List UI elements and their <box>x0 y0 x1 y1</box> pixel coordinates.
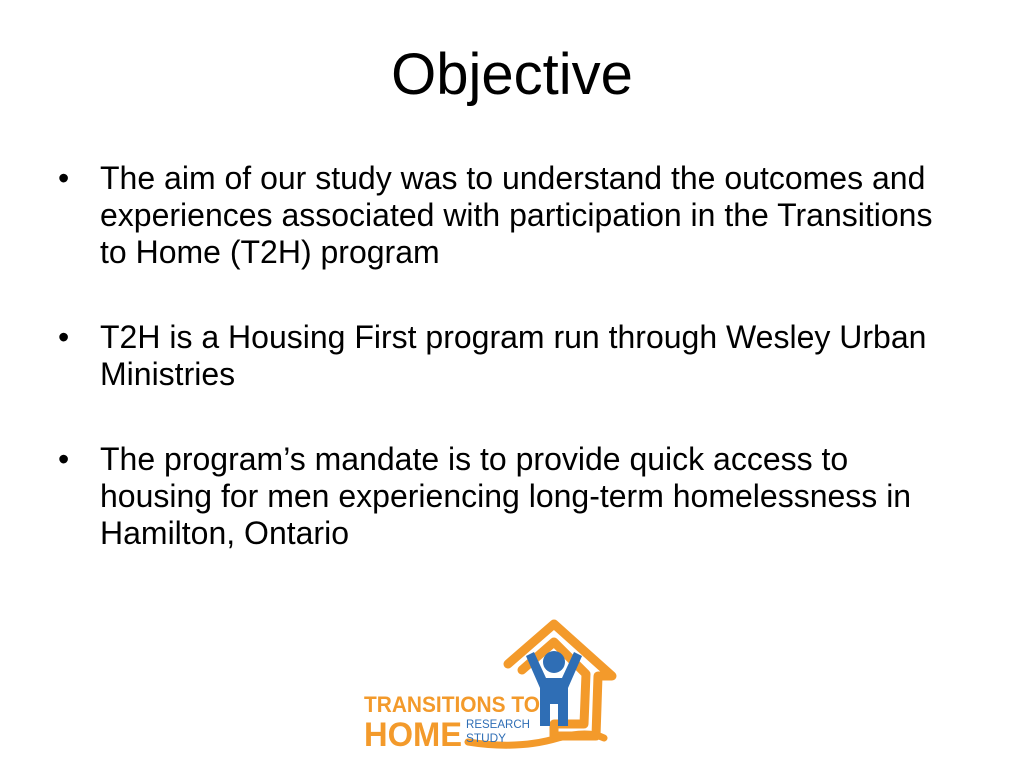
transitions-to-home-logo <box>358 618 622 758</box>
bullet-marker: • <box>58 160 70 196</box>
bullet-list <box>58 160 958 600</box>
bullet-item <box>58 319 958 393</box>
bullet-text: The program’s mandate is to provide quick access to housing for men experiencing long-term homelessness in Hamilton, Ontario <box>100 441 912 551</box>
logo-line-transitions-to: TRANSITIONS TO <box>364 692 540 717</box>
slide-title: Objective <box>391 42 633 107</box>
logo-line-home: HOME <box>364 716 462 754</box>
bullet-marker: • <box>58 319 70 355</box>
bullet-item <box>58 441 958 552</box>
logo-line-research: RESEARCH <box>466 717 530 731</box>
bullet-text: T2H is a Housing First program run through Wesley Urban Ministries <box>100 319 927 392</box>
bullet-item <box>58 160 958 271</box>
bullet-marker: • <box>58 441 70 477</box>
logo-line-study: STUDY <box>466 731 506 745</box>
bullet-text: The aim of our study was to understand the outcomes and experiences associated with participation in the Transitions to Home (T2H) program <box>100 160 933 270</box>
